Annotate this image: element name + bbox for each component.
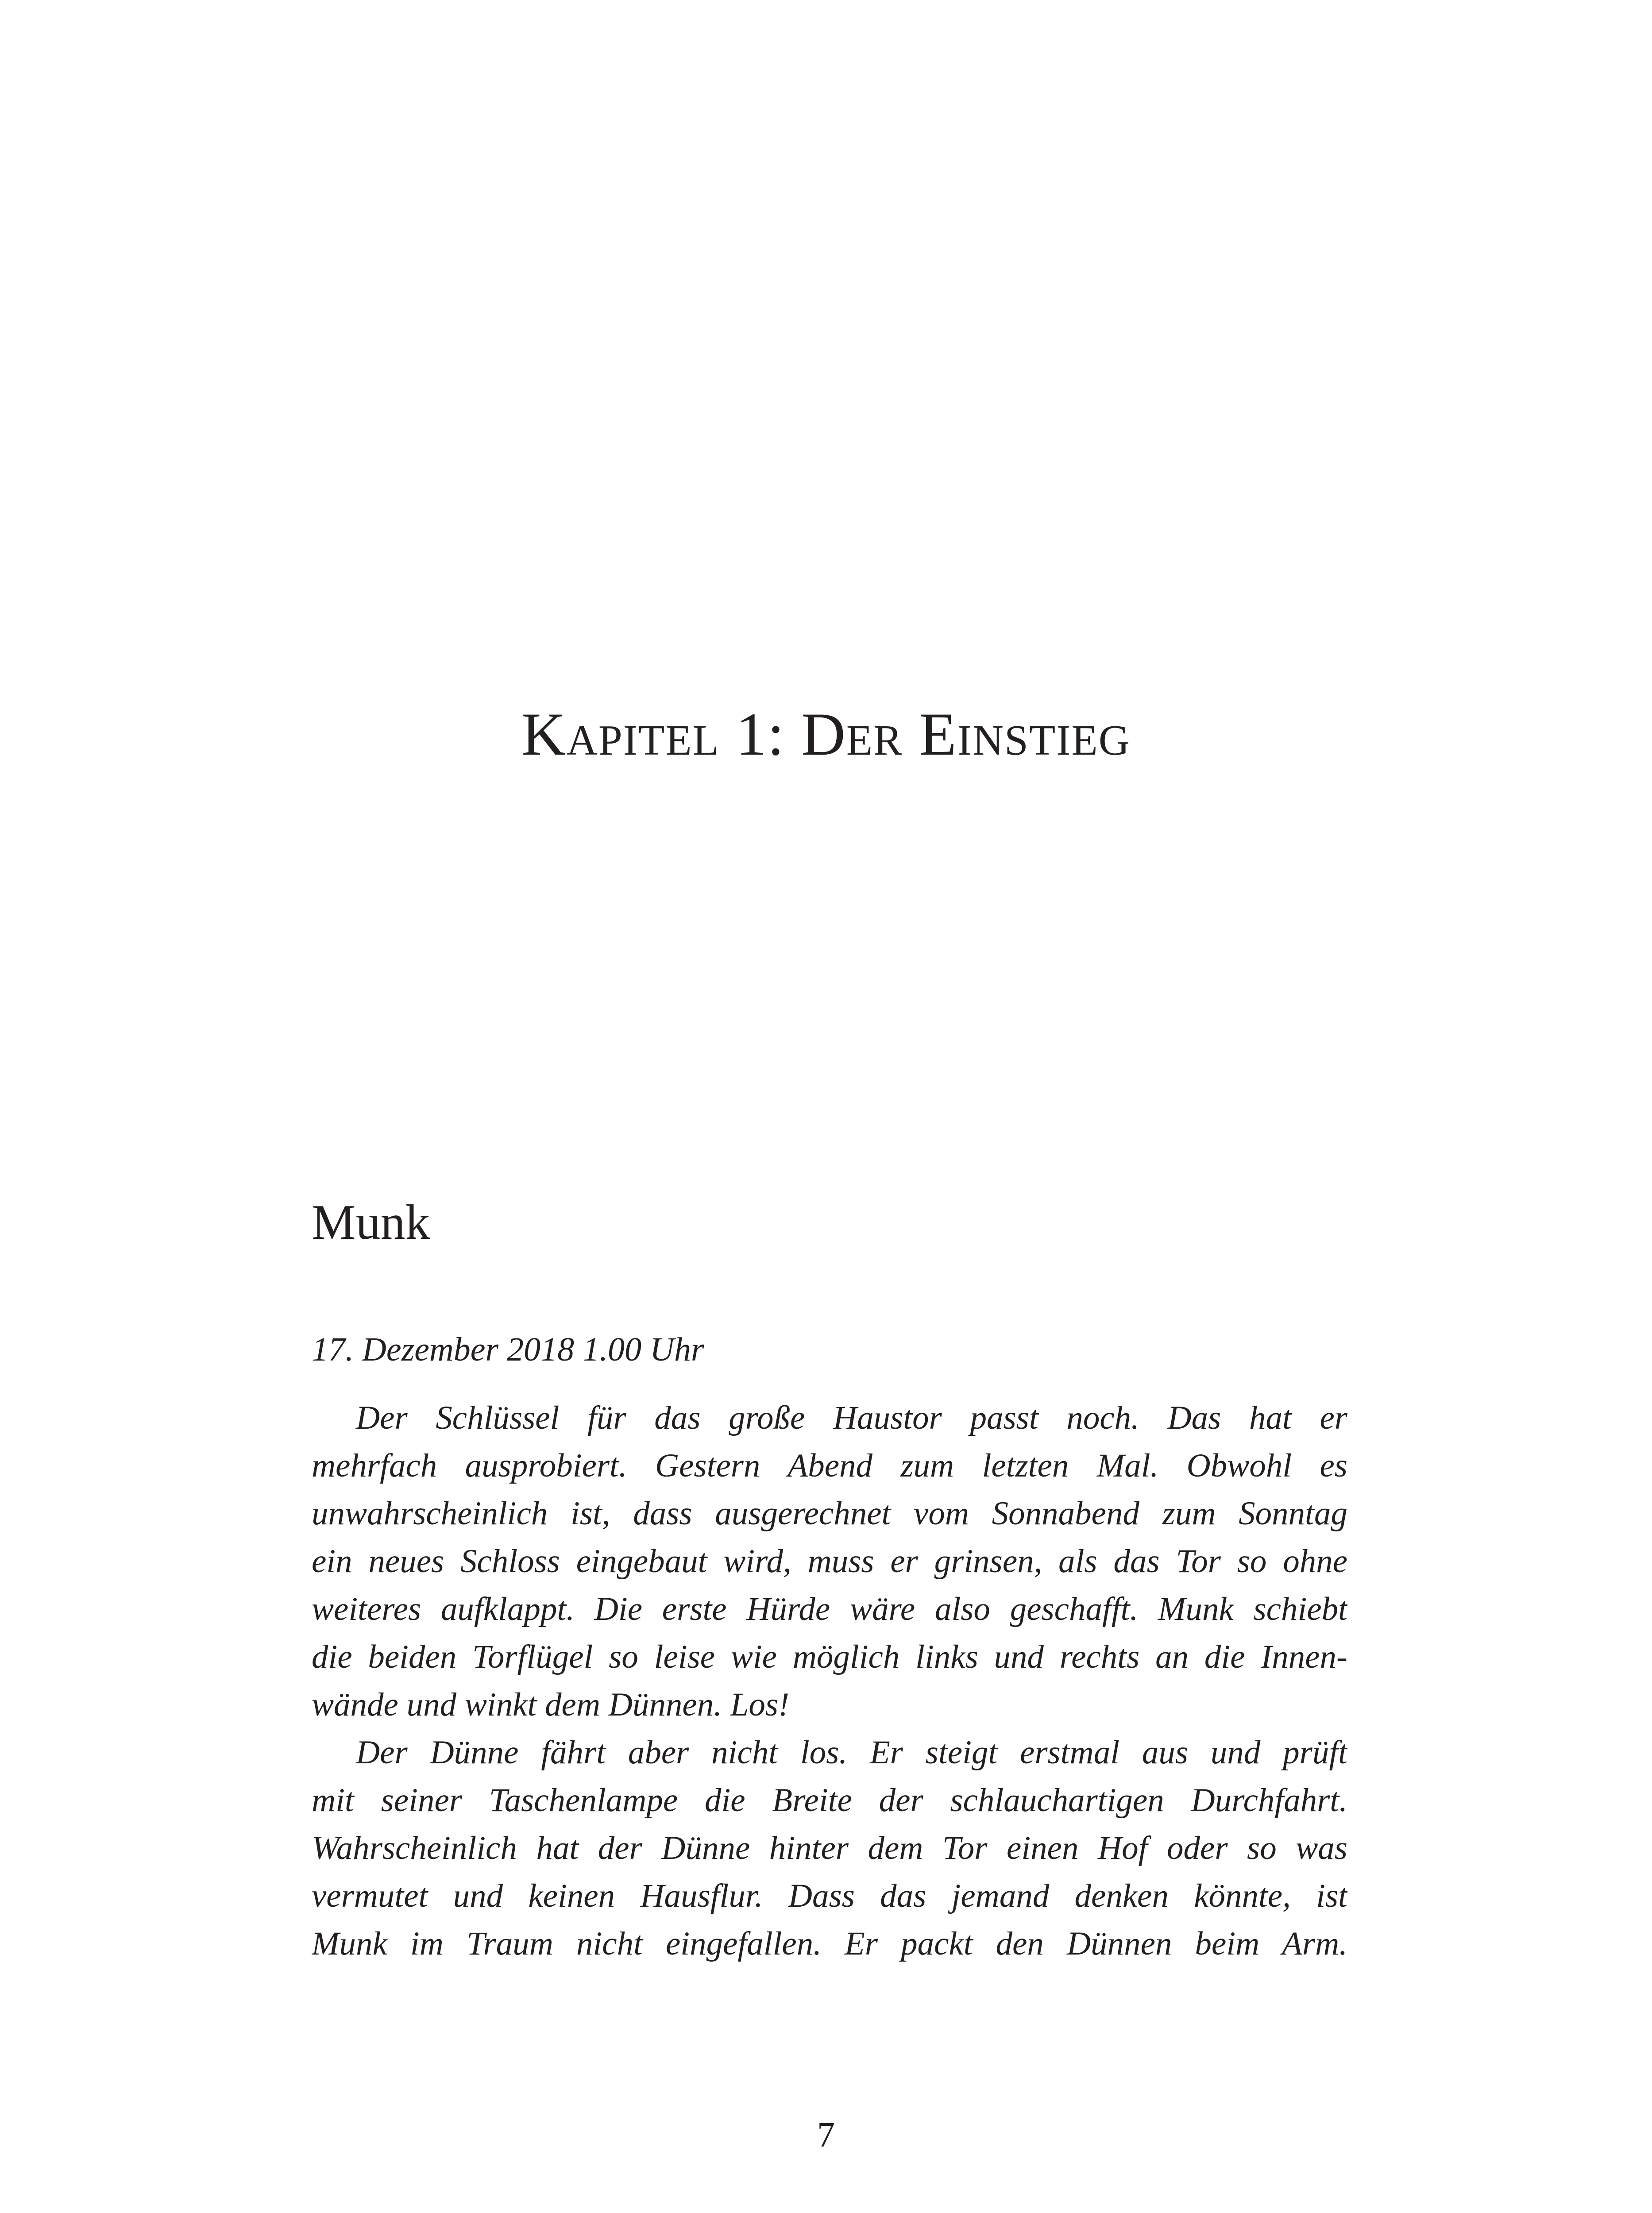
text-line: wände und winkt dem Dünnen. Los! [312,1686,790,1723]
text-line: Der Schlüssel für das große Haustor passt noch. Das hat er [356,1400,1347,1436]
text-line: Wahrscheinlich hat der Dünne hinter dem Tor einen Hof oder so was [312,1830,1347,1866]
text-line: Der Dünne fährt aber nicht los. Er steigt erstmal aus und prüft [356,1734,1347,1771]
text-line: die beiden Torflügel so leise wie möglich links und rechts an die Innen- [312,1639,1347,1675]
text-line: weiteres aufklappt. Die erste Hürde wäre also geschafft. Munk schiebt [312,1591,1347,1627]
text-line: Munk im Traum nicht eingefallen. Er packt den Dünnen beim Arm. [312,1925,1347,1962]
section-heading: Munk [312,1195,430,1250]
text-line: vermutet und keinen Hausflur. Dass das jemand denken könnte, ist [312,1878,1347,1914]
page-number: 7 [817,2116,835,2155]
chapter-title: Kapitel 1: Der Einstieg [521,700,1131,768]
text-line: mit seiner Taschenlampe die Breite der schlauchartigen Durchfahrt. [312,1782,1347,1819]
text-line: ein neues Schloss eingebaut wird, muss er grinsen, als das Tor so ohne [312,1543,1347,1580]
body-text [312,1394,1347,1968]
text-line: unwahrscheinlich ist, dass ausgerechnet vom Sonnabend zum Sonntag [312,1495,1347,1532]
text-line: mehrfach ausprobiert. Gestern Abend zum letzten Mal. Obwohl es [312,1447,1347,1484]
dateline: 17. Dezember 2018 1.00 Uhr [312,1331,704,1368]
